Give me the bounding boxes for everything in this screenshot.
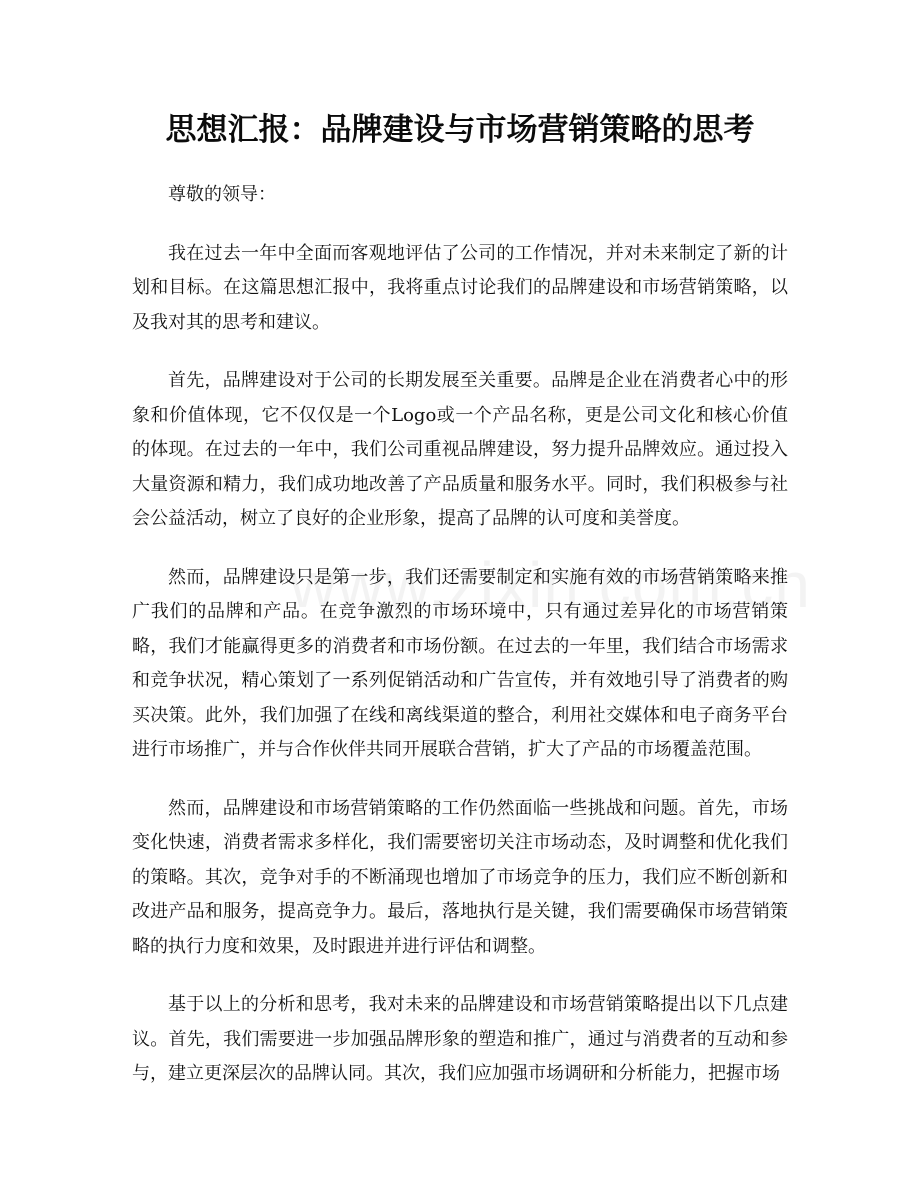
paragraph-brand-building: 首先，品牌建设对于公司的长期发展至关重要。品牌是企业在消费者心中的形象和价值体现，它不仅仅是一个Logo或一个产品名称，更是公司文化和核心价值的体现。在过去的一年中，我们公司重视品牌建设，努力提升品牌效应。通过投入大量资源和精力，我们成功地改善了产品质量和服务水平。同时，我们积极参与社会公益活动，树立了良好的企业形象，提高了品牌的认可度和美誉度。	[132, 370, 788, 529]
paragraph-challenges: 然而，品牌建设和市场营销策略的工作仍然面临一些挑战和问题。首先，市场变化快速，消费者需求多样化，我们需要密切关注市场动态，及时调整和优化我们的策略。其次，竞争对手的不断涌现也增加了市场竞争的压力，我们应不断创新和改进产品和服务，提高竞争力。最后，落地执行是关键，我们需要确保市场营销策略的执行力度和效果，及时跟进并进行评估和调整。	[132, 797, 788, 957]
salutation: 尊敬的领导：	[168, 184, 276, 205]
document-title: 思想汇报：品牌建设与市场营销策略的思考	[165, 112, 755, 148]
paragraph-intro: 我在过去一年中全面而客观地评估了公司的工作情况，并对未来制定了新的计划和目标。在这篇思想汇报中，我将重点讨论我们的品牌建设和市场营销策略，以及我对其的思考和建议。	[132, 242, 788, 333]
paragraph-marketing-strategy: 然而，品牌建设只是第一步，我们还需要制定和实施有效的市场营销策略来推广我们的品牌和产品。在竞争激烈的市场环境中，只有通过差异化的市场营销策略，我们才能赢得更多的消费者和市场份额。在过去的一年里，我们结合市场需求和竞争状况，精心策划了一系列促销活动和广告宣传，并有效地引导了消费者的购买决策。此外，我们加强了在线和离线渠道的整合，利用社交媒体和电子商务平台进行市场推广，并与合作伙伴共同开展联合营销，扩大了产品的市场覆盖范围。	[132, 566, 788, 760]
document-body	[132, 178, 788, 1116]
paragraph-suggestions: 基于以上的分析和思考，我对未来的品牌建设和市场营销策略提出以下几点建议。首先，我们需要进一步加强品牌形象的塑造和推广，通过与消费者的互动和参与，建立更深层次的品牌认同。其次，我们应加强市场调研和分析能力，把握市场	[132, 994, 788, 1084]
